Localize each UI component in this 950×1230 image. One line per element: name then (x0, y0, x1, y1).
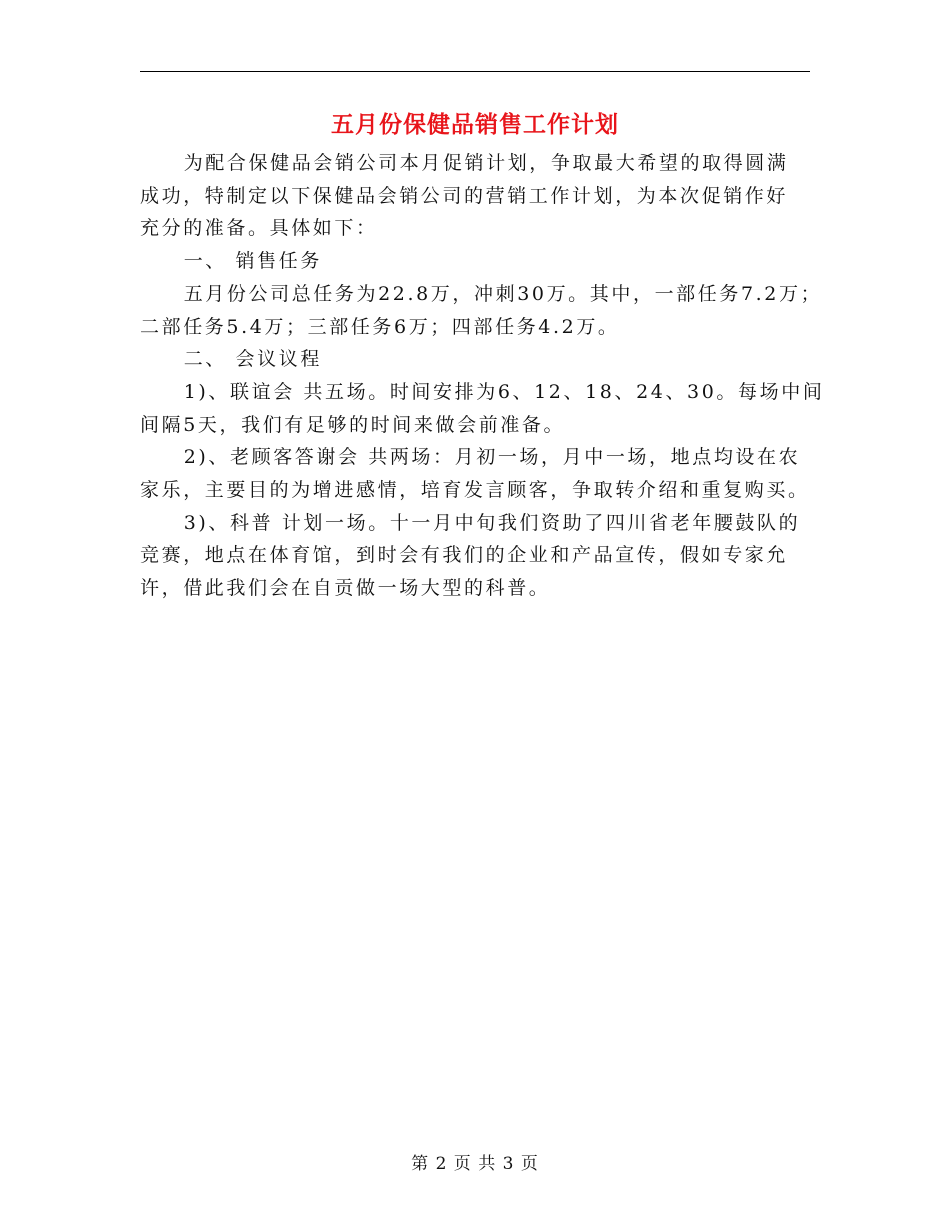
text-line: 2)、老顾客答谢会 共两场：月初一场，月中一场，地点均设在农 (183, 446, 801, 469)
section-heading-sales-task (140, 245, 830, 278)
text-line: 二、 会议议程 (183, 348, 322, 371)
text-line: 许，借此我们会在自贡做一场大型的科普。 (140, 577, 551, 600)
text-line: 1)、联谊会 共五场。时间安排为6、12、18、24、30。每场中间 (183, 380, 825, 403)
paragraph-agenda-item-3 (140, 507, 830, 605)
text-line: 一、 销售任务 (183, 250, 322, 273)
page-number: 第 2 页 共 3 页 (411, 1154, 539, 1174)
section-heading-meeting-agenda (140, 343, 830, 376)
paragraph-sales-task (140, 278, 830, 343)
text-line: 竞赛，地点在体育馆，到时会有我们的企业和产品宣传，假如专家允 (140, 544, 789, 567)
text-line: 充分的准备。具体如下： (140, 217, 378, 240)
text-line: 五月份公司总任务为22.8万，冲刺30万。其中，一部任务7.2万； (183, 282, 823, 305)
paragraph-agenda-item-1 (140, 376, 830, 441)
paragraph-intro (140, 147, 830, 245)
paragraph-agenda-item-2 (140, 441, 830, 506)
document-body (140, 147, 830, 605)
text-line: 家乐，主要目的为增进感情，培育发言顾客，争取转介绍和重复购买。 (140, 479, 810, 502)
text-line: 二部任务5.4万；三部任务6万；四部任务4.2万。 (140, 315, 620, 338)
header-rule (140, 71, 810, 72)
text-line: 间隔5天，我们有足够的时间来做会前准备。 (140, 413, 566, 436)
text-line: 3)、科普 计划一场。十一月中旬我们资助了四川省老年腰鼓队的 (183, 511, 801, 534)
document-title: 五月份保健品销售工作计划 (331, 112, 619, 138)
text-line: 成功，特制定以下保健品会销公司的营销工作计划，为本次促销作好 (140, 184, 789, 207)
text-line: 为配合保健品会销公司本月促销计划，争取最大希望的取得圆满 (183, 152, 789, 174)
